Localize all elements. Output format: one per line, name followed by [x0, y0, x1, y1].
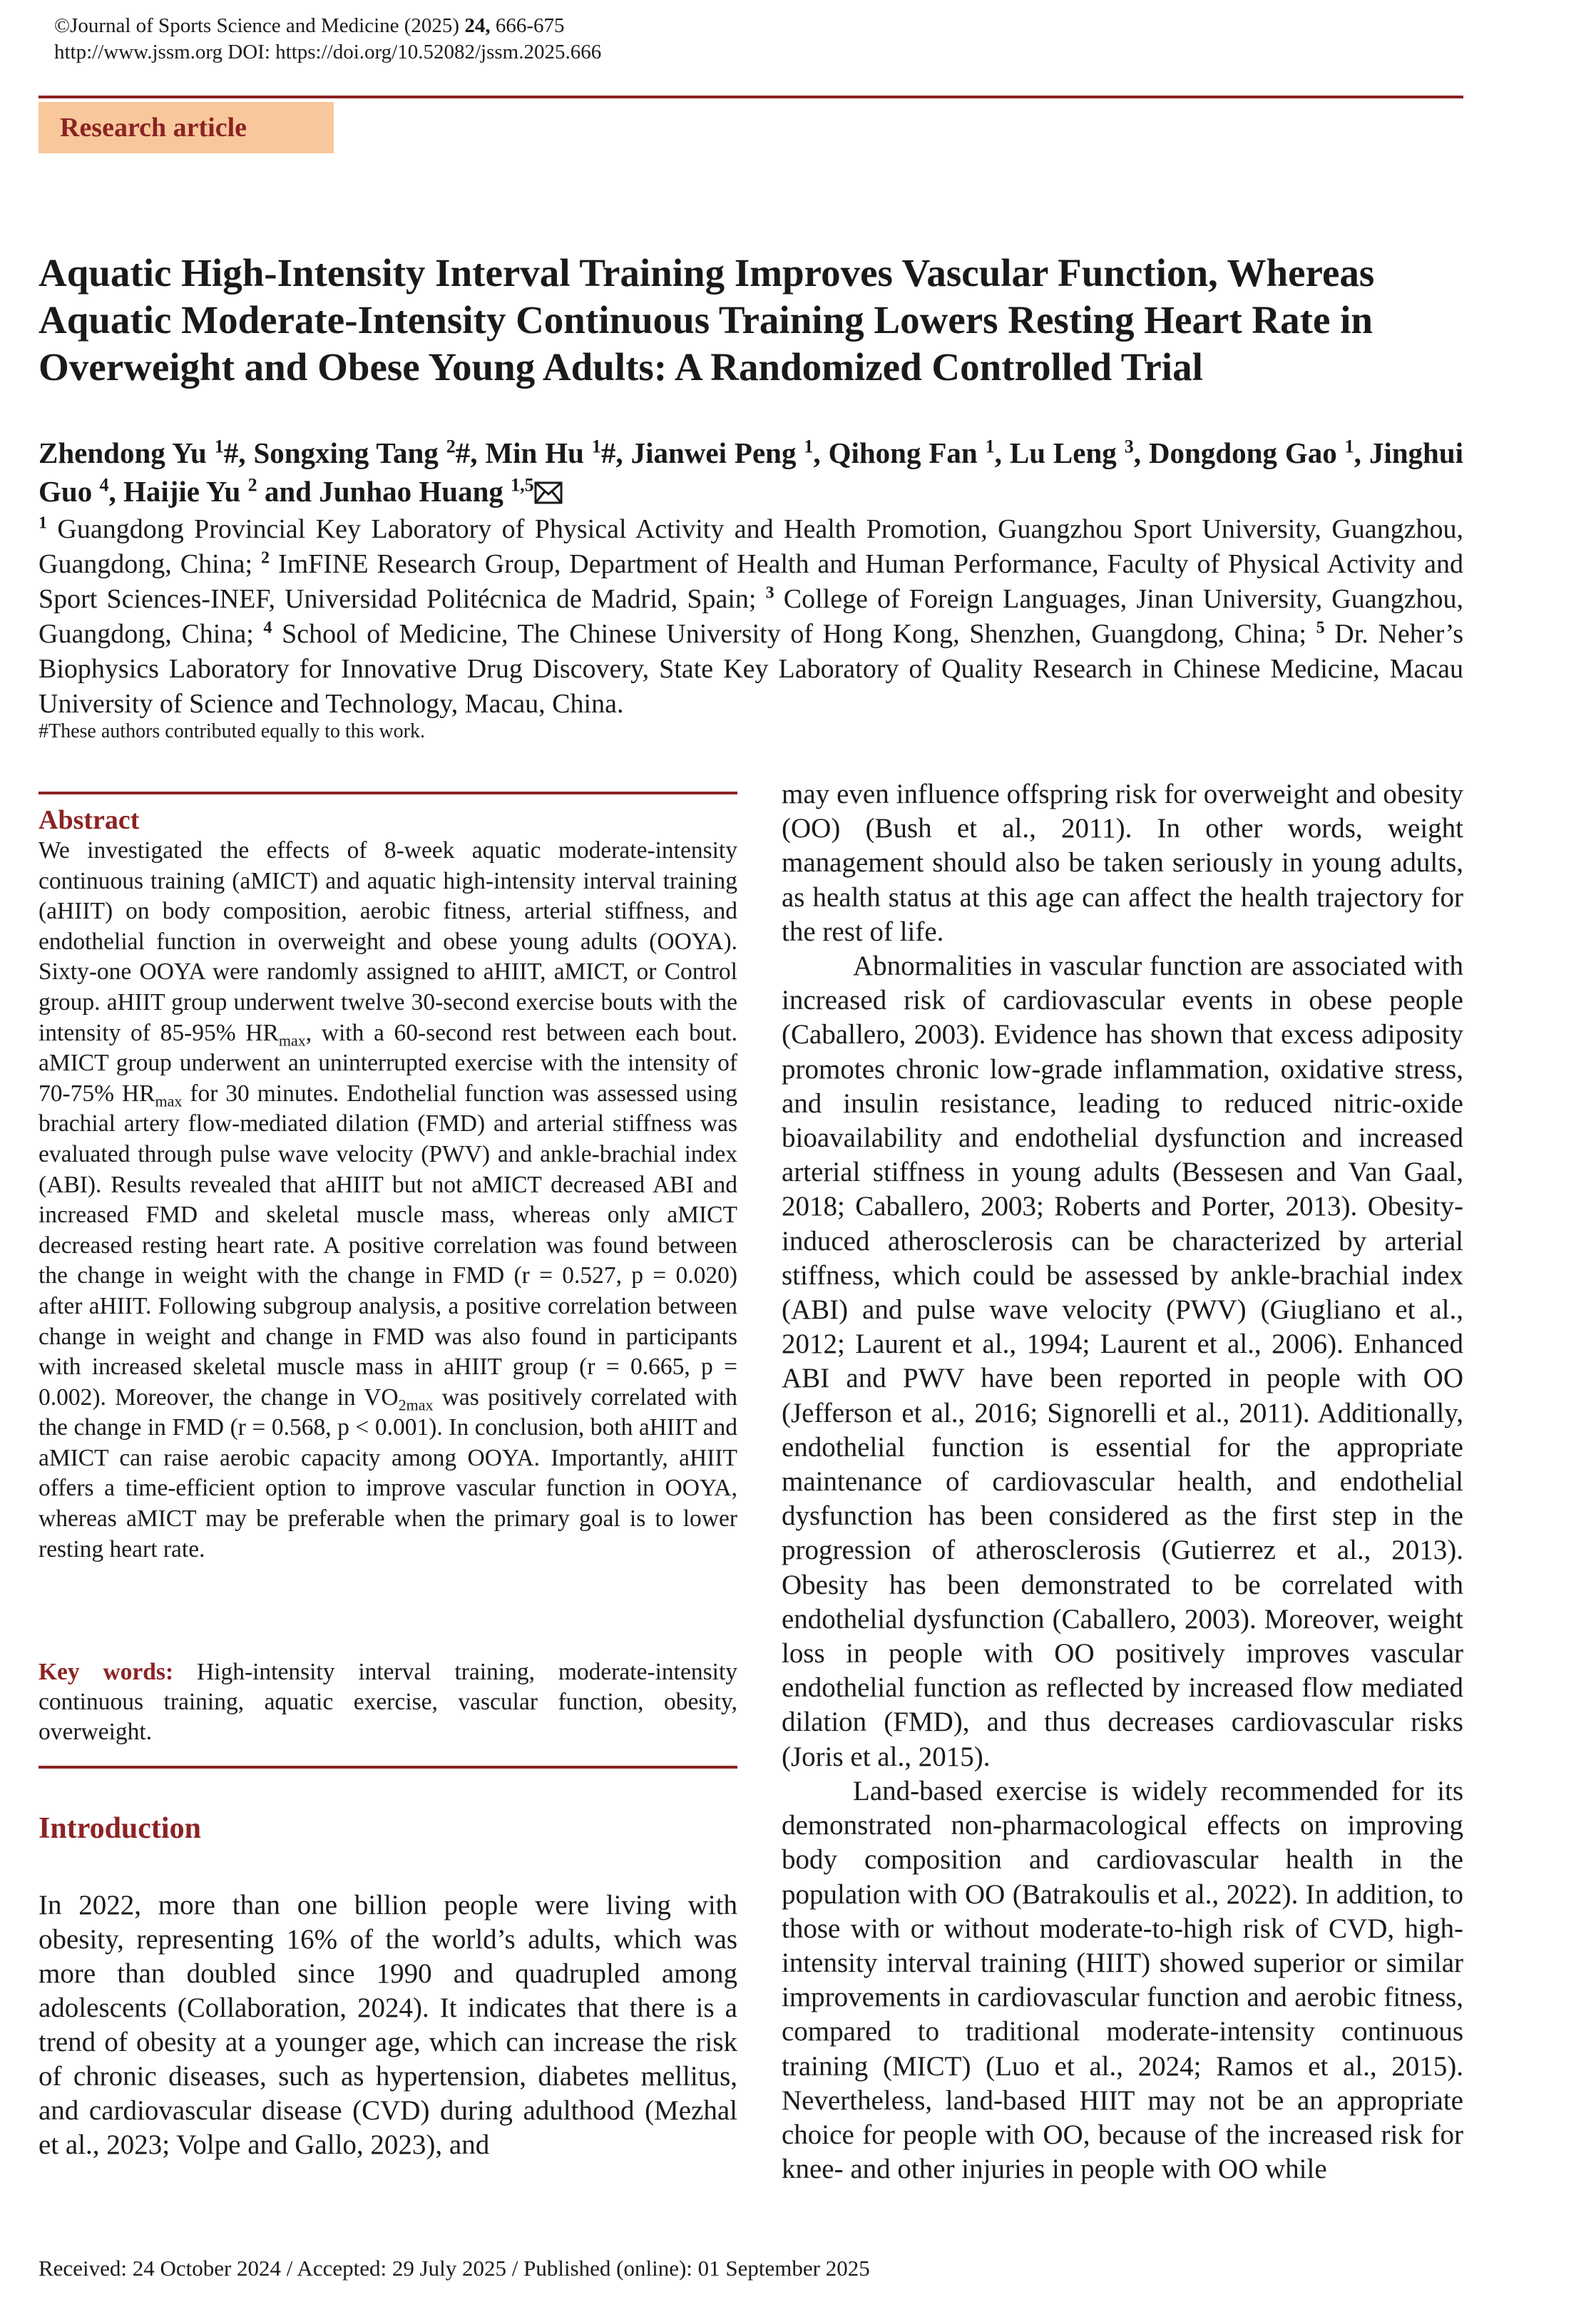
author-separator: #,: [455, 436, 486, 469]
keywords-label: Key words:: [39, 1659, 174, 1685]
author-affiliation-number: 1: [1344, 436, 1354, 457]
author-name: Jinghui Guo: [39, 436, 1464, 508]
author-name: Min Hu: [485, 436, 592, 469]
journal-header: [54, 13, 601, 66]
author-name: Jianwei Peng: [630, 436, 804, 469]
author-name: Junhao Huang: [319, 475, 511, 508]
author-separator: ,: [108, 475, 123, 508]
author-name: Haijie Yu: [123, 475, 248, 508]
author-name: Qihong Fan: [828, 436, 986, 469]
affiliation-number: 2: [261, 548, 270, 568]
intro-paragraph-2: Abnormalities in vascular function are associated with increased risk of cardiovascular events in obese people (Caballero, 2003). Evidence has shown that excess adiposity promotes chronic low-grade inflammation, oxidative stress, and insulin resistance, leading to reduced nitric-oxide bioavailability and endothelial dysfunction and increased arterial stiffness in young adults (Bessesen and Van Gaal, 2018; Caballero, 2003; Roberts and Porter, 2013). Obesity-induced atherosclerosis can be characterized by arterial stiffness, which could be assessed by ankle-brachial index (ABI) and pulse wave velocity (PWV) (Giugliano et al., 2012; Laurent et al., 1994; Laurent et al., 2006). Enhanced ABI and PWV have been reported in people with OO (Jefferson et al., 2016; Signorelli et al., 2011). Additionally, endothelial function is essential for the appropriate maintenance of cardiovascular health, and endothelial dysfunction has been considered as the first step in the progression of atherosclerosis (Gutierrez et al., 2013). Obesity has been demonstrated to be correlated with endothelial dysfunction (Caballero, 2003). Moreover, weight loss in people with OO positively improves vascular endothelial function as reflected by increased flow mediated dilation (FMD), and thus decreases cardiovascular risks (Joris et al., 2015).: [782, 951, 1463, 1772]
author-affiliation-number: 1: [804, 436, 814, 457]
abstract-text: We investigated the effects of 8-week aquatic moderate-intensity continuous training (aMICT) and aquatic high-intensity interval training (aHIIT) on body composition, aerobic fitness, arterial stiffness, and endothelial function in overweight and obese young adults (OOYA). Sixty-one OOYA were randomly assigned to aHIIT, aMICT, or Control group. aHIIT group underwent twelve 30-second exercise bouts with the intensity of 85-95% $HR_{max}$, with a 60-second rest between each bout. aMICT group underwent an uninterrupted exercise with the intensity of 70-75% $HR_{max}$ for 30 minutes. Endothelial function was assessed using brachial artery flow-mediated dilation (FMD) and arterial stiffness was evaluated through pulse wave velocity (PWV) and ankle-brachial index (ABI). Results revealed that aHIIT but not aMICT decreased ABI and increased FMD and skeletal muscle mass, whereas only aMICT decreased resting heart rate. A positive correlation was found between the change in weight with the change in FMD (r = 0.527, p = 0.020) after aHIIT. Following subgroup analysis, a positive correlation between change in weight and change in FMD was also found in participants with increased skeletal muscle mass in aHIIT group (r = 0.665, p = 0.002). Moreover, the change in $VO_{2max}$ was positively correlated with the change in FMD (r = 0.568, p < 0.001). In conclusion, both aHIIT and aMICT can raise aerobic capacity among OOYA. Importantly, aHIIT offers a time-efficient option to improve vascular function in OOYA, whereas aMICT may be preferable when the primary goal is to lower resting heart rate.: [39, 837, 738, 1562]
author-separator: and: [257, 475, 319, 508]
doi-line[interactable]: http://www.jssm.org DOI: https://doi.org/10.52082/jssm.2025.666: [54, 41, 602, 63]
intro-paragraph-1-cont: may even influence offspring risk for overweight and obesity (OO) (Bush et al., 2011). In other words, weight management should also be taken seriously in young adults, as health status at this age can affect the health trajectory for the rest of life.: [782, 779, 1463, 947]
intro-paragraph-3: Land-based exercise is widely recommended for its demonstrated non-pharmacological effects on improving body composition and cardiovascular health in the population with OO (Batrakoulis et al., 2022). In addition, to those with or without moderate-to-high risk of CVD, high-intensity interval training (HIIT) showed superior or similar improvements in cardiovascular function and aerobic fitness, compared to traditional moderate-intensity continuous training (MICT) (Luo et al., 2024; Ramos et al., 2015). Nevertheless, land-based HIIT may not be an appropriate choice for people with OO, because of the increased risk for knee- and other injuries in people with OO while: [782, 1775, 1463, 2185]
abstract-bottom-rule: [39, 1766, 737, 1769]
author-affiliation-number: 1: [591, 436, 601, 457]
equal-contribution-note: #These authors contributed equally to this work.: [39, 720, 425, 742]
author-affiliation-number: 1: [214, 436, 224, 457]
author-name: Lu Leng: [1009, 436, 1125, 469]
author-affiliation-number: 1,5: [511, 474, 534, 496]
article-title: Aquatic High-Intensity Interval Training Improves Vascular Function, Whereas Aquatic Moderate-Intensity Continuous Training Lowers Resting Heart Rate in Overweight and Obese Young Adults: A Randomized Controlled Trial: [39, 251, 1375, 389]
volume: 24,: [464, 14, 491, 37]
author-separator: #,: [223, 436, 254, 469]
author-list: [39, 434, 1463, 513]
affiliation-text: ImFINE Research Group, Department of Health and Human Performance, Faculty of Physical Activity and Sport Sciences-INEF, Universidad Politécnica de Madrid, Spain;: [39, 549, 1463, 614]
author-affiliation-number: 4: [99, 474, 109, 496]
author-separator: #,: [600, 436, 631, 469]
author-name: Zhendong Yu: [39, 436, 215, 469]
author-affiliation-number: 3: [1124, 436, 1134, 457]
article-type-label: Research article: [39, 102, 334, 153]
right-column: [782, 777, 1463, 2186]
affiliation-text: College of Foreign Languages, Jinan University, Guangzhou, Guangdong, China;: [39, 584, 1463, 649]
abstract-heading: Abstract: [39, 805, 140, 835]
keywords: Key words: High-intensity interval training, moderate-intensity continuous training, aquatic exercise, vascular function, obesity, overweight.: [39, 1659, 737, 1745]
affiliation-number: 4: [263, 618, 272, 638]
affiliation-text: School of Medicine, The Chinese University of Hong Kong, Shenzhen, Guangdong, China;: [272, 619, 1316, 649]
author-affiliation-number: 2: [446, 436, 456, 457]
affiliation-number: 3: [765, 583, 774, 603]
author-separator: ,: [1354, 436, 1369, 469]
affiliation-number: 5: [1316, 618, 1325, 638]
affiliation-number: 1: [39, 513, 47, 533]
introduction-heading: Introduction: [39, 1812, 201, 1845]
mail-icon[interactable]: [534, 475, 563, 513]
author-name: Dongdong Gao: [1148, 436, 1345, 469]
author-separator: ,: [994, 436, 1010, 469]
affiliation-text: Guangdong Provincial Key Laboratory of Physical Activity and Health Promotion, Guangzhou Sport University, Guangzhou, Guangdong, China;: [39, 514, 1463, 579]
affiliation-text: Dr. Neher’s Biophysics Laboratory for Innovative Drug Discovery, State Key Laboratory of Quality Research in Chinese Medicine, Macau University of Science and Technology, Macau, China.: [39, 619, 1463, 719]
abstract-top-rule: [39, 792, 737, 794]
author-separator: ,: [813, 436, 829, 469]
citation-line: ©Journal of Sports Science and Medicine (2025) 24, 666-675: [54, 14, 565, 37]
author-affiliation-number: 1: [985, 436, 995, 457]
author-separator: ,: [1133, 436, 1149, 469]
affiliations: [39, 512, 1463, 722]
author-name: Songxing Tang: [253, 436, 446, 469]
header-rule: [39, 96, 1463, 98]
dates-footer: Received: 24 October 2024 / Accepted: 29 July 2025 / Published (online): 01 September 2025: [39, 2256, 870, 2281]
introduction-left-text: In 2022, more than one billion people were living with obesity, representing 16% of the world’s adults, which was more than doubled since 1990 and quadrupled among adolescents (Collaboration, 2024). It indicates that there is a trend of obesity at a younger age, which can increase the risk of chronic diseases, such as hypertension, diabetes mellitus, and cardiovascular disease (CVD) during adulthood (Mezhal et al., 2023; Volpe and Gallo, 2023), and: [39, 1890, 737, 2160]
author-affiliation-number: 2: [247, 474, 257, 496]
